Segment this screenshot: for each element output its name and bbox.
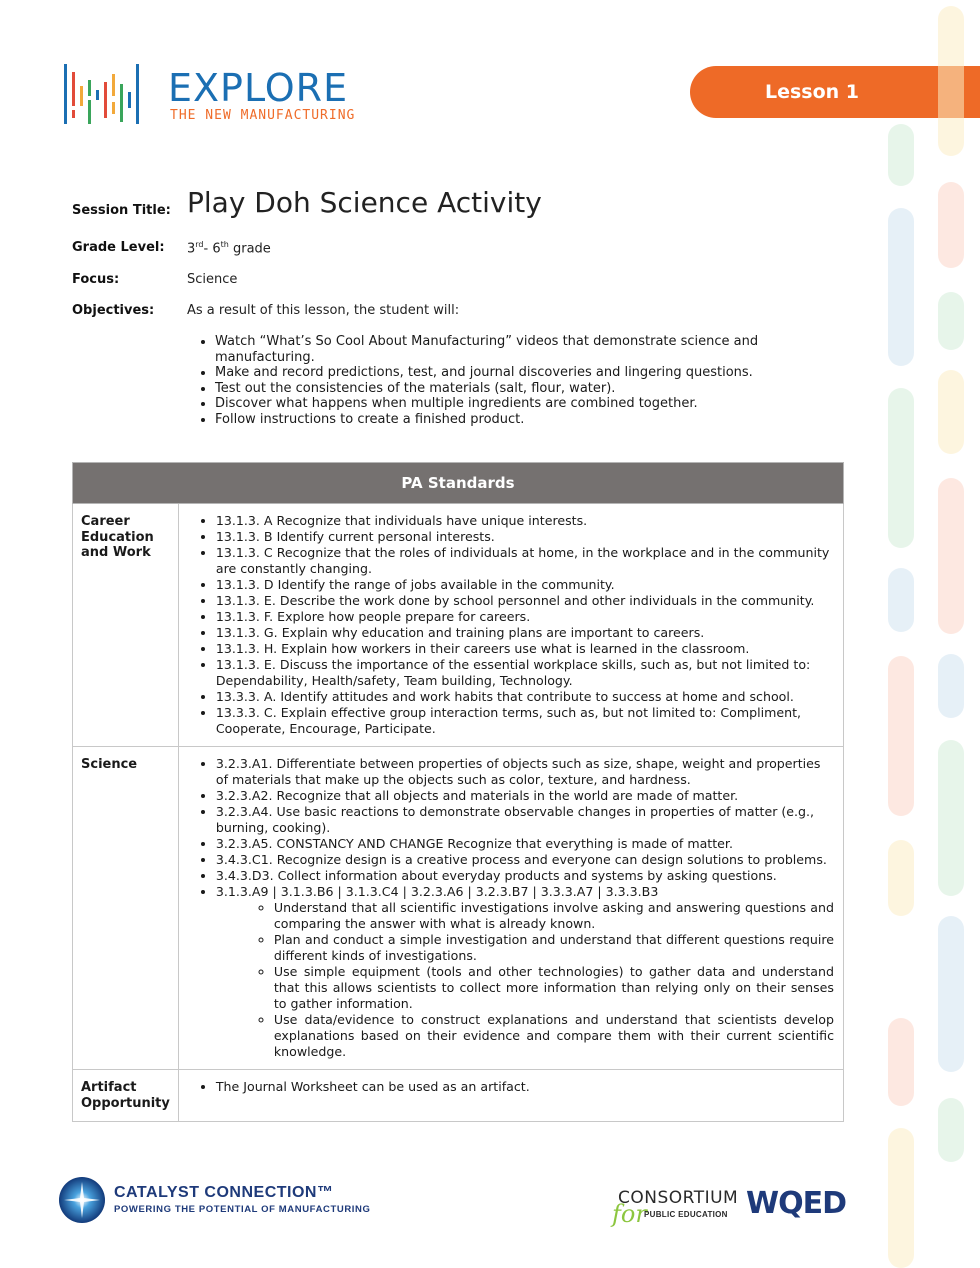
explore-logo-icon bbox=[62, 62, 142, 126]
session-title-row bbox=[72, 186, 852, 230]
list-item: • Watch “What’s So Cool About Manufacturing” videos that demonstrate science and manufacturing. bbox=[215, 334, 852, 365]
list-item: • 13.1.3. B Identify current personal interests. bbox=[216, 529, 834, 545]
list-item: • 3.4.3.D3. Collect information about everyday products and systems by asking questions. bbox=[216, 868, 834, 884]
grade-level: 3rd- 6th grade bbox=[187, 240, 271, 257]
list-item: • 3.2.3.A2. Recognize that all objects and materials in the world are made of matter. bbox=[216, 788, 834, 804]
list-item: • Test out the consistencies of the materials (salt, flour, water). bbox=[215, 381, 852, 397]
objectives-row bbox=[72, 303, 852, 427]
career-category: Career Education and Work bbox=[73, 504, 179, 747]
session-title: Play Doh Science Activity bbox=[187, 186, 542, 219]
list-item: • 13.1.3. A Recognize that individuals have unique interests. bbox=[216, 513, 834, 529]
focus-value: Science bbox=[187, 272, 238, 287]
list-item: • 13.1.3. H. Explain how workers in their careers use what is learned in the classroom. bbox=[216, 641, 834, 657]
list-item: • The Journal Worksheet can be used as an artifact. bbox=[216, 1079, 834, 1095]
list-item: • 13.3.3. C. Explain effective group interaction terms, such as, but not limited to: Compliment, Cooperate, Encourage, Participate. bbox=[216, 705, 834, 737]
list-item: • 13.1.3. E. Describe the work done by school personnel and other individuals in the community. bbox=[216, 593, 834, 609]
list-item: ◦ Use data/evidence to construct explanations and understand that scientists develop explanations based on their evidence and compare them with their current scientific knowledge. bbox=[274, 1012, 834, 1060]
objectives-label: Objectives: bbox=[72, 303, 155, 318]
list-item: • Make and record predictions, test, and journal discoveries and lingering questions. bbox=[215, 365, 852, 381]
science-sub-list bbox=[216, 900, 834, 1060]
consortium-logo bbox=[612, 1186, 739, 1236]
consortium-sub: PUBLIC EDUCATION bbox=[644, 1210, 728, 1219]
wqed-logo: WQED bbox=[746, 1186, 846, 1221]
list-item: ◦ Use simple equipment (tools and other technologies) to gather data and understand that this allows scientists to collect more information than relying only on their senses to gather information. bbox=[274, 964, 834, 1012]
artifact-standards bbox=[178, 1070, 843, 1122]
career-standards bbox=[178, 504, 843, 747]
catalyst-name: CATALYST CONNECTION™ bbox=[114, 1184, 334, 1201]
list-item: • 3.4.3.C1. Recognize design is a creative process and everyone can design solutions to problems. bbox=[216, 852, 834, 868]
logo-title: EXPLORE bbox=[168, 66, 349, 110]
standards-table bbox=[72, 462, 844, 1122]
table-row bbox=[73, 1070, 844, 1122]
grade-level-label: Grade Level: bbox=[72, 240, 165, 255]
list-item: • 13.1.3. E. Discuss the importance of the essential workplace skills, such as, but not limited to: Dependability, Health/safety, Team building, Technology. bbox=[216, 657, 834, 689]
artifact-category: Artifact Opportunity bbox=[73, 1070, 179, 1122]
logo-subtitle: THE NEW MANUFACTURING bbox=[170, 108, 356, 123]
starburst-icon bbox=[58, 1176, 106, 1224]
catalyst-connection-logo bbox=[58, 1176, 378, 1226]
focus-row bbox=[72, 272, 852, 303]
list-item: • 13.3.3. A. Identify attitudes and work habits that contribute to success at home and school. bbox=[216, 689, 834, 705]
science-standards bbox=[178, 747, 843, 1070]
standards-codes: 3.1.3.A9 | 3.1.3.B6 | 3.1.3.C4 | 3.2.3.A6 | 3.2.3.B7 | 3.3.3.A7 | 3.3.3.B3 bbox=[215, 884, 659, 899]
focus-label: Focus: bbox=[72, 272, 120, 287]
list-item: • 3.2.3.A4. Use basic reactions to demonstrate observable changes in properties of matter (e.g., burning, cooking). bbox=[216, 804, 834, 836]
consortium-for: for bbox=[612, 1200, 647, 1228]
lesson-meta bbox=[72, 186, 852, 427]
table-row bbox=[73, 747, 844, 1070]
standards-header: PA Standards bbox=[73, 463, 844, 504]
list-item: • Discover what happens when multiple ingredients are combined together. bbox=[215, 396, 852, 412]
grade-level-row bbox=[72, 240, 852, 272]
list-item: ◦ Plan and conduct a simple investigation and understand that different questions require different kinds of investigations. bbox=[274, 932, 834, 964]
list-item: • 13.1.3. D Identify the range of jobs available in the community. bbox=[216, 577, 834, 593]
science-category: Science bbox=[73, 747, 179, 1070]
list-item: • Follow instructions to create a finished product. bbox=[215, 412, 852, 428]
catalyst-tagline: POWERING THE POTENTIAL OF MANUFACTURING bbox=[114, 1204, 371, 1215]
list-item: • 13.1.3. C Recognize that the roles of individuals at home, in the workplace and in the community are constantly changing. bbox=[216, 545, 834, 577]
list-item: ◦ Understand that all scientific investigations involve asking and answering questions and comparing the answer with what is already known. bbox=[274, 900, 834, 932]
list-item bbox=[216, 884, 834, 1060]
table-row bbox=[73, 504, 844, 747]
list-item: • 13.1.3. G. Explain why education and training plans are important to careers. bbox=[216, 625, 834, 641]
list-item: • 3.2.3.A5. CONSTANCY AND CHANGE Recognize that everything is made of matter. bbox=[216, 836, 834, 852]
consortium-name: CONSORTIUM bbox=[618, 1188, 739, 1208]
session-title-label: Session Title: bbox=[72, 203, 171, 218]
objectives-intro: As a result of this lesson, the student will: bbox=[187, 303, 460, 318]
list-item: • 13.1.3. F. Explore how people prepare for careers. bbox=[216, 609, 834, 625]
objectives-list bbox=[187, 334, 852, 427]
list-item: • 3.2.3.A1. Differentiate between properties of objects such as size, shape, weight and properties of materials that make up the objects such as color, texture, and hardness. bbox=[216, 756, 834, 788]
decorative-stripes bbox=[880, 0, 980, 1268]
lesson-tab: Lesson 1 bbox=[690, 66, 980, 118]
